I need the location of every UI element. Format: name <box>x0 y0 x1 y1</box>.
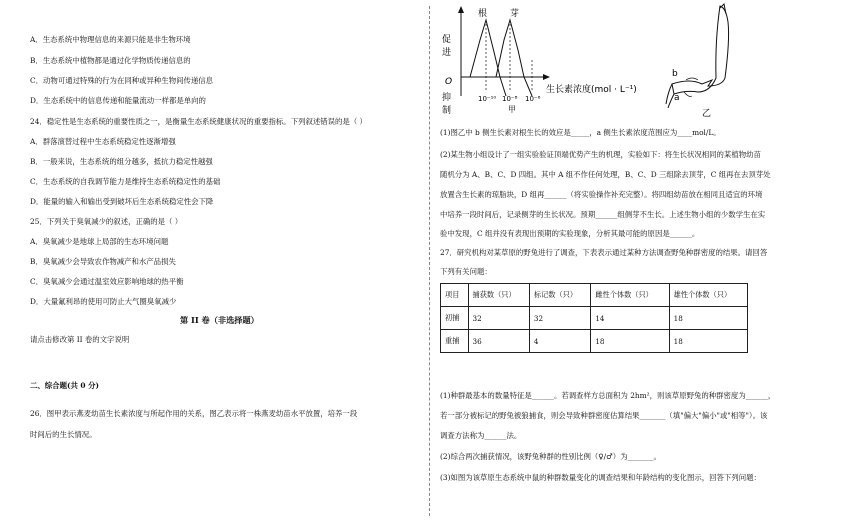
q25-stem: 25．下列关于臭氧减少的叙述，正确的是（ ） <box>30 217 183 226</box>
point-b-label: b <box>672 69 678 79</box>
table-cell: 32 <box>529 307 590 330</box>
q25-option-d: D．大量氟利昂的使用可防止大气圈臭氧减少 <box>30 297 177 306</box>
origin-label: O <box>445 77 453 87</box>
q26-figure <box>440 0 850 122</box>
table-row <box>441 307 748 330</box>
table-cell: 14 <box>591 307 669 330</box>
q27-part2: (2)综合两次捕获情况，该野兔种群的性别比例（♀/♂）为_______。 <box>440 452 661 461</box>
q27-part1-line-2: 若一部分被标记的野兔被狼捕食，则会导致种群密度估算结果_______（填"偏大"偏小"或"相等"）。该 <box>440 411 768 420</box>
seedling-shape <box>672 6 729 94</box>
q23-option-b: B．生态系统中植物都是通过化学物质传递信息的 <box>30 56 191 65</box>
tick-label-2: 10⁻⁸ <box>502 95 518 103</box>
x-axis-label: 生长素浓度(mol · L⁻¹) <box>546 85 637 95</box>
y-bottom-label-1: 抑 <box>442 93 452 103</box>
table-header-row <box>441 284 748 307</box>
q26-part2-line-5: 验中发现，C 组并没有表现出预期的实验现象，分析其最可能的原因是______。 <box>440 229 700 238</box>
q24-option-c: C．生态系统的自我调节能力是维持生态系统稳定性的基础 <box>30 177 221 186</box>
bud-curve-label: 芽 <box>510 9 520 19</box>
table-cell: 18 <box>669 307 747 330</box>
table-header-cell: 雌性个体数（只） <box>591 284 669 307</box>
q25-option-a: A．臭氧减少是地球上局部的生态环境问题 <box>30 237 169 246</box>
q23-option-c: C．动物可通过特殊的行为在同种或异种生物间传递信息 <box>30 76 214 85</box>
y-bottom-label-2: 制 <box>442 106 452 116</box>
table-header-cell: 项目 <box>441 284 469 307</box>
q26-stem-line-2: 时间后的生长情况。 <box>30 430 97 439</box>
part-heading: 二、综合题(共 0 分) <box>30 381 100 390</box>
y-top-label-1: 促 <box>442 35 452 45</box>
figure-b-label: 乙 <box>702 109 712 119</box>
q27-part1-line-1: (1)种群最基本的数量特征是______。若调查样方总面积为 2hm²，则该草原野兔的种群密度为______， <box>440 391 776 400</box>
root-curve-label: 根 <box>478 9 488 19</box>
q24-option-b: B．一般来说，生态系统的组分越多，抵抗力稳定性越强 <box>30 157 213 166</box>
q26-part2-line-3: 放置含生长素的琼脂块，D 组再______（将实验操作补充完整）。将四组幼苗放在相同且适宜的环境 <box>440 190 763 199</box>
q23-option-d: D．生态系统中的信息传递和能量流动一样都是单向的 <box>30 96 206 105</box>
section-note[interactable]: 请点击修改第 II 卷的文字说明 <box>30 335 130 344</box>
tick-label-3: 10⁻⁶ <box>525 95 541 103</box>
q26-stem-line-1: 26．图甲表示燕麦幼苗生长素浓度与所起作用的关系，图乙表示将一株燕麦幼苗水平放置，培养一段 <box>30 409 358 418</box>
point-a-label: a <box>674 93 680 103</box>
q26-part2-line-4: 中培养一段时间后，记录侧芽的生长状况。预期______组侧芽不生长。上述生物小组的少数学生在实 <box>440 210 766 219</box>
column-divider <box>429 6 430 516</box>
table-header-cell: 标记数（只） <box>529 284 590 307</box>
figure-a-label: 甲 <box>508 105 516 114</box>
q27-stem-line-1: 27．研究机构对某草原的野兔进行了调查，下表表示通过某种方法调查野兔种群密度的结果。请回答 <box>440 248 768 257</box>
bud-curve <box>496 20 532 96</box>
table-cell: 36 <box>468 330 529 353</box>
x-axis-arrow <box>543 74 550 80</box>
q26-part2-line-1: (2)某生物小组设计了一组实验验证顶端优势产生的机理，实验如下：将生长状况相同的某植物幼苗 <box>440 150 761 159</box>
table-cell: 重捕 <box>441 330 469 353</box>
y-axis-arrow <box>458 6 464 13</box>
q24-stem: 24．稳定性是生态系统的重要性质之一，是衡量生态系统健康状况的重要指标。下列叙述错误的是（ ） <box>30 117 367 126</box>
capture-table <box>440 283 748 353</box>
q25-option-b: B．臭氧减少会导致农作物减产和水产品损失 <box>30 257 176 266</box>
table-cell: 18 <box>591 330 669 353</box>
q27-stem-line-2: 下列有关问题： <box>440 267 492 276</box>
q27-part1-line-3: 调查方法称为______法。 <box>440 431 522 440</box>
q26-part1: (1)图乙中 b 侧生长素对根生长的效应是_____，a 侧生长素浓度范围应为____mol/L。 <box>440 128 721 137</box>
table-cell: 18 <box>669 330 747 353</box>
q26-part2-line-2: 随机分为 A、B、C、D 四组。其中 A 组不作任何处理，B、C、D 三组除去顶芽，C 组再在去顶芽处 <box>440 170 771 179</box>
table-cell: 初捕 <box>441 307 469 330</box>
q23-option-a: A．生态系统中物理信息的来源只能是非生物环境 <box>30 35 191 44</box>
q24-option-d: D．能量的输入和输出受到破坏后生态系统稳定性会下降 <box>30 197 214 206</box>
table-header-cell: 捕获数（只） <box>468 284 529 307</box>
tick-label-1: 10⁻¹⁰ <box>478 95 497 103</box>
q25-option-c: C．臭氧减少会通过温室效应影响地球的热平衡 <box>30 277 184 286</box>
q24-option-a: A．群落演替过程中生态系统稳定性逐渐增强 <box>30 137 176 146</box>
q27-part3: (3)如图为该草原生态系统中鼠的种群数量变化的调查结果和年龄结构的变化图示，回答下列问题： <box>440 473 761 482</box>
table-header-cell: 雄性个体数（只） <box>669 284 747 307</box>
table-row <box>441 330 748 353</box>
section-title: 第 II 卷（非选择题） <box>180 315 259 325</box>
table-cell: 32 <box>468 307 529 330</box>
y-top-label-2: 进 <box>442 48 452 58</box>
table-cell: 4 <box>529 330 590 353</box>
